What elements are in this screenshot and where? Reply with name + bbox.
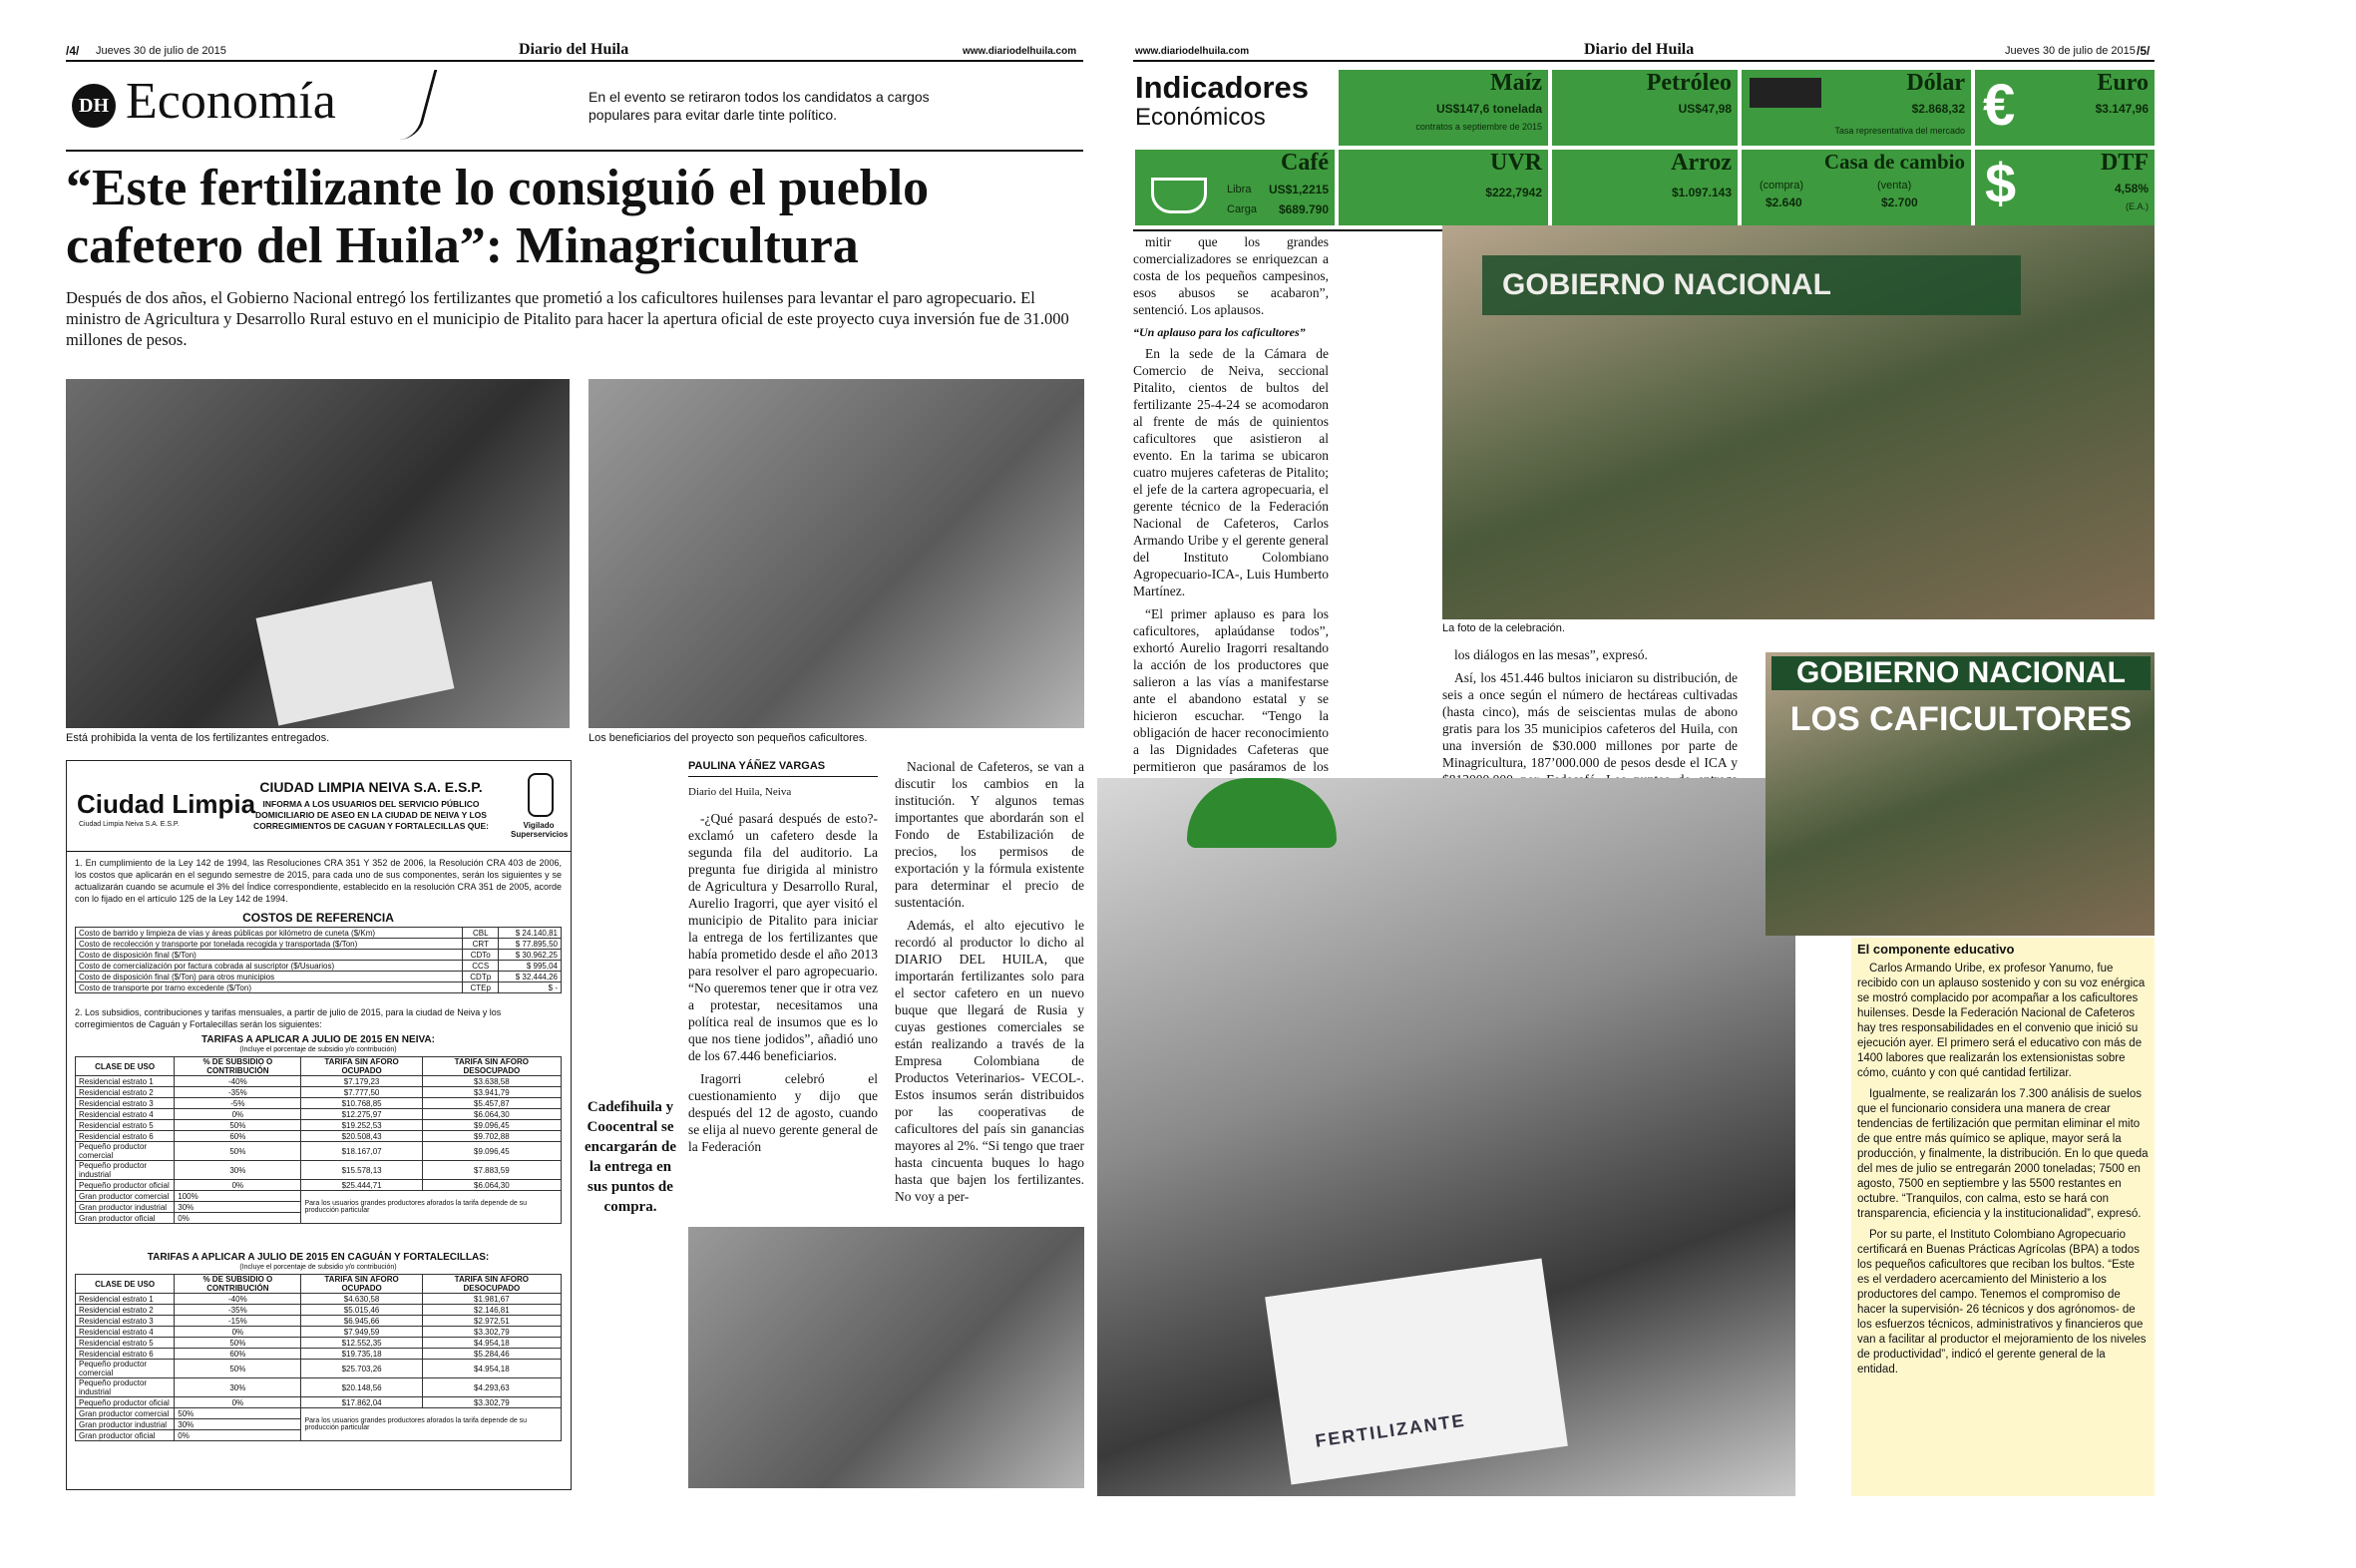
- table-cell: 60%: [175, 1131, 301, 1142]
- cambio-venta: $2.700: [1881, 196, 1918, 209]
- sidebar-heading: El componente educativo: [1857, 942, 2015, 957]
- right-col-a: [1133, 233, 1329, 798]
- table-cell: $5.015,46: [301, 1305, 422, 1316]
- table-row: [76, 982, 562, 993]
- arroz-name: Arroz: [1671, 150, 1732, 176]
- table-cell: $25.444,71: [301, 1180, 422, 1191]
- table-cell: 30%: [175, 1161, 301, 1180]
- paragraph: Además, el alto ejecutivo le recordó al productor lo dicho al DIARIO DEL HUILA, que importarán fertilizantes solo para el sector cafetero en un nuevo buque que llegará de Rusia y cuyas gestiones comerciales se están realizando a través de la Empresa Colombiana de Productos Veterinarios- VECOL-. Estos insumos serán distribuidos por las cooperativas de caficultores del país sin ganancias mayores al 2%. “Si tengo que traer hasta cincuenta buques lo hago hasta que bajen los fertilizantes. No voy a per-: [895, 918, 1084, 1204]
- table-cell: $5.284,46: [422, 1349, 561, 1360]
- ad-costs-table: [75, 927, 562, 993]
- table-cell: Costo de comercialización por factura cobrada al suscriptor ($/Usuarios): [76, 961, 463, 972]
- left-header-paper: Diario del Huila: [519, 41, 629, 58]
- table-header: % DE SUBSIDIO O CONTRIBUCIÓN: [175, 1275, 301, 1294]
- table-cell: CRT: [463, 939, 499, 950]
- table-row: [76, 1408, 562, 1419]
- ad-table1: [75, 1056, 562, 1224]
- table-cell: -35%: [175, 1305, 301, 1316]
- right-header-url: www.diariodelhuila.com: [1135, 46, 1250, 57]
- table-header: % DE SUBSIDIO O CONTRIBUCIÓN: [175, 1057, 301, 1076]
- uvr-name: UVR: [1490, 150, 1542, 176]
- table-cell: CDTo: [463, 950, 499, 961]
- table-row: [76, 1327, 562, 1338]
- table-cell: $25.703,26: [301, 1360, 422, 1378]
- table-cell: $ 24.140,81: [499, 928, 562, 939]
- table-header: TARIFA SIN AFORO OCUPADO: [301, 1057, 422, 1076]
- table-row: [76, 928, 562, 939]
- table-cell: 0%: [175, 1397, 301, 1408]
- table-cell: Residencial estrato 2: [76, 1305, 175, 1316]
- table-cell: $7.949,59: [301, 1327, 422, 1338]
- table-cell: Residencial estrato 3: [76, 1316, 175, 1327]
- lead-paragraph: Después de dos años, el Gobierno Nacional entregó los fertilizantes que prometió a los caficultores huilenses para levantar el paro agropecuario. El ministro de Agricultura y Desarrollo Rural estuvo en el municipio de Pitalito para hacer la apertura oficial de este proyecto cuya inversión fue de 31.000 millones de pesos.: [66, 288, 1069, 349]
- ad-costs-title: COSTOS DE REFERENCIA: [242, 911, 394, 925]
- table-cell: $2.972,51: [422, 1316, 561, 1327]
- photo-woman-holding-card: [1097, 778, 1795, 1496]
- ciudad-limpia-ad: [66, 760, 572, 1490]
- left-header-date: Jueves 30 de julio de 2015: [96, 45, 226, 57]
- coffee-cup-icon: [1151, 178, 1207, 213]
- table-cell: $17.862,04: [301, 1397, 422, 1408]
- paragraph: Igualmente, se realizarán los 7.300 análisis de suelos que el funcionario considera una manera de crear tendencias de fertilización que permitan eliminar el mito de que entre más químico se aplique, mayor será la producción, y finalmente, la distribución. En lo que queda del mes de julio se entregarán 2000 toneladas; 7500 en agosto, 7500 en septiembre y las 5500 restantes en octubre. “Tranquilos, con calma, esto se hará con transparencia, eficiencia y la institucionalidad”, expresó.: [1857, 1088, 2149, 1220]
- table-cell: Residencial estrato 2: [76, 1087, 175, 1098]
- table-cell: -40%: [175, 1076, 301, 1087]
- table-cell: Residencial estrato 4: [76, 1327, 175, 1338]
- sidebar-text: [1857, 962, 2149, 1383]
- left-page-number: /4/: [66, 44, 80, 58]
- table-cell: $5.457,87: [422, 1098, 561, 1109]
- table-cell: 0%: [175, 1213, 301, 1224]
- ad-company: CIUDAD LIMPIA NEIVA S.A. E.S.P.: [259, 779, 483, 795]
- headline: “Este fertilizante lo consiguió el pueblo cafetero del Huila”: Minagricultura: [66, 160, 930, 274]
- ad-table2-sub: (Incluye el porcentaje de subsidio y/o contribución): [239, 1264, 397, 1271]
- article-col2: [895, 758, 1084, 1211]
- right-page-number: /5/: [2137, 44, 2151, 58]
- table-cell: Residencial estrato 4: [76, 1109, 175, 1120]
- table-cell: $12.275,97: [301, 1109, 422, 1120]
- table-cell: -35%: [175, 1087, 301, 1098]
- petroleo-name: Petróleo: [1646, 70, 1732, 96]
- table-cell: 0%: [175, 1180, 301, 1191]
- table-row: [76, 1397, 562, 1408]
- cafe-libra: US$1,2215: [1268, 183, 1329, 196]
- cambio-name: Casa de cambio: [1823, 150, 1965, 174]
- table-row: [76, 1349, 562, 1360]
- cafe-libra-label: Libra: [1227, 184, 1252, 196]
- uvr-value: $222,7942: [1485, 186, 1542, 199]
- table-note: Para los usuarios grandes productores aforados la tarifa depende de su producción particular: [301, 1408, 562, 1441]
- maiz-note: contratos a septiembre de 2015: [1415, 122, 1542, 132]
- table-cell: $4.954,18: [422, 1360, 561, 1378]
- cafe-name: Café: [1281, 150, 1329, 176]
- table-cell: 50%: [175, 1120, 301, 1131]
- photo-celebration: [1442, 225, 2155, 619]
- table-cell: 0%: [175, 1109, 301, 1120]
- table-cell: 0%: [175, 1430, 301, 1441]
- photo-beneficiaries: [589, 379, 1084, 728]
- indicators-subtitle: Económicos: [1135, 104, 1266, 131]
- table-cell: $6.064,30: [422, 1109, 561, 1120]
- subhead-aplauso: “Un aplauso para los caficultores”: [1133, 325, 1306, 339]
- table-cell: $7.777,50: [301, 1087, 422, 1098]
- section-logo: DH: [72, 84, 116, 128]
- byline: PAULINA YÁÑEZ VARGAS: [688, 760, 826, 772]
- table-cell: $19.252,53: [301, 1120, 422, 1131]
- table-cell: Costo de barrido y limpieza de vías y áreas públicas por kilómetro de cuneta ($/Km): [76, 928, 463, 939]
- right-header-date: Jueves 30 de julio de 2015: [2005, 45, 2136, 57]
- indicator-euro: [1975, 70, 2155, 146]
- table-cell: 50%: [175, 1338, 301, 1349]
- section-title: Economía: [126, 73, 336, 130]
- table-cell: -15%: [175, 1316, 301, 1327]
- table-row: [76, 1294, 562, 1305]
- euro-value: $3.147,96: [2095, 102, 2149, 116]
- table-cell: Gran productor oficial: [76, 1213, 175, 1224]
- paragraph: Así, los 451.446 bultos iniciaron su distribución, de seis a once según el número de hectáreas cultivadas (hasta cinco), más de seiscientas mulas de abono gratis para los 35 municipios cafeteros del Huila, con una inversión de $30.000 millones por parte de Minagricultura, 187’000.000 de pesos desde el ICA y: [1442, 670, 1738, 770]
- paragraph: mitir que los grandes comercializadores se enriquezcan a costa de los pequeños campesinos, esos abusos se acabaron”, sentenció. Los aplausos.: [1133, 234, 1329, 317]
- table-cell: $1.981,67: [422, 1294, 561, 1305]
- table-cell: $3.302,79: [422, 1327, 561, 1338]
- table-row: [76, 1305, 562, 1316]
- table-cell: $9.096,45: [422, 1120, 561, 1131]
- right-header-paper: Diario del Huila: [1584, 41, 1695, 58]
- table-cell: $3.638,58: [422, 1076, 561, 1087]
- table-cell: CDTp: [463, 972, 499, 982]
- dtf-note: (E.A.): [2125, 201, 2149, 211]
- dtf-value: 4,58%: [2114, 182, 2149, 196]
- table-row: [76, 1087, 562, 1098]
- table-cell: Gran productor industrial: [76, 1202, 175, 1213]
- paragraph: Iragorri celebró el cuestionamiento y dijo que después del 12 de agosto, cuando se elija al nuevo gerente general de la Federación: [688, 1071, 878, 1154]
- table-note: Para los usuarios grandes productores aforados la tarifa depende de su producción particular: [301, 1191, 562, 1224]
- table-row: [76, 1120, 562, 1131]
- indicator-petroleo: [1552, 70, 1738, 146]
- paragraph: Nacional de Cafeteros, se van a discutir los cambios en la institución. Y algunos temas importantes que abordarán son el Fondo de Estabilización de precios, los permisos de exportación y la fórmula existente para determinar el precio de sustentación.: [895, 759, 1084, 910]
- table-cell: -5%: [175, 1098, 301, 1109]
- section-teaser: En el evento se retiraron todos los candidatos a cargos populares para evitar darle tinte político.: [589, 89, 930, 123]
- table-row: [76, 939, 562, 950]
- table-cell: Gran productor oficial: [76, 1430, 175, 1441]
- table-cell: $ 77.895,50: [499, 939, 562, 950]
- table-cell: 100%: [175, 1191, 301, 1202]
- table-header: TARIFA SIN AFORO DESOCUPADO: [422, 1275, 561, 1294]
- table-cell: $3.941,79: [422, 1087, 561, 1098]
- table-cell: $19.735,18: [301, 1349, 422, 1360]
- paragraph: los diálogos en las mesas”, expresó.: [1454, 647, 1648, 662]
- table-cell: Gran productor comercial: [76, 1408, 175, 1419]
- ad-logo-sub: Ciudad Limpia Neiva S.A. E.S.P.: [79, 821, 180, 828]
- indicator-uvr: [1339, 150, 1548, 225]
- table-cell: $7.179,23: [301, 1076, 422, 1087]
- table-row: [76, 1098, 562, 1109]
- indicator-cafe: [1135, 150, 1335, 225]
- cafe-carga-label: Carga: [1227, 203, 1257, 215]
- dolar-note: Tasa representativa del mercado: [1834, 126, 1965, 136]
- table-cell: $3.302,79: [422, 1397, 561, 1408]
- cafe-carga: $689.790: [1278, 202, 1329, 216]
- table-cell: Pequeño productor comercial: [76, 1360, 175, 1378]
- table-cell: Pequeño productor oficial: [76, 1180, 175, 1191]
- ad-table2: [75, 1274, 562, 1441]
- table-cell: Pequeño productor comercial: [76, 1142, 175, 1161]
- table-cell: 50%: [175, 1142, 301, 1161]
- paragraph: “El primer aplauso es para los caficultores, aplaúdanse todos”, exhortó Aurelio Iragorri resaltando la acción de los productores que salieron a las vías a manifestarse ante el abandono estatal y se hicieron escuchar. “Tengo la obligación de hacer reconocimiento a las Dignidades Cafeteras que permitieron que pasáramos de los: [1133, 606, 1329, 774]
- table-cell: Residencial estrato 5: [76, 1338, 175, 1349]
- table-row: [76, 950, 562, 961]
- fertilizer-bag-right: [1265, 1258, 1568, 1484]
- table-cell: -40%: [175, 1294, 301, 1305]
- euro-name: Euro: [2097, 70, 2149, 96]
- left-header-url: www.diariodelhuila.com: [963, 46, 1077, 57]
- table-header: TARIFA SIN AFORO OCUPADO: [301, 1275, 422, 1294]
- sidebar-banner-1: GOBIERNO NACIONAL: [1771, 656, 2151, 690]
- table-cell: $12.552,35: [301, 1338, 422, 1349]
- ad-paragraph1: 1. En cumplimiento de la Ley 142 de 1994, las Resoluciones CRA 351 Y 352 de 2006, la Resolución CRA 403 de 2006, los costos que aplicarán en el segundo semestre de 2015, para cada uno de sus componentes, serán los siguientes y se actualizarán cuando se acumule el 3% del Índice correspondiente, establecido en la resolución CRA 351 de 2005, acorde con lo fijado en el artículo 125 de la Ley 142 de 1994.: [75, 858, 562, 904]
- table-row: [76, 1378, 562, 1397]
- table-cell: $20.148,56: [301, 1378, 422, 1397]
- article-col1: [688, 810, 878, 1161]
- table-row: [76, 1131, 562, 1142]
- dolar-name: Dólar: [1906, 70, 1965, 96]
- indicator-arroz: [1552, 150, 1738, 225]
- big-photo-caption: La foto de la celebración.: [1442, 622, 1565, 634]
- photo2-caption: Los beneficiarios del proyecto son pequeños caficultores.: [589, 732, 868, 744]
- table-cell: $7.883,59: [422, 1161, 561, 1180]
- maiz-name: Maíz: [1490, 70, 1542, 96]
- table-header: CLASE DE USO: [76, 1275, 175, 1294]
- ad-table2-title: TARIFAS A APLICAR A JULIO DE 2015 EN CAGUÁN Y FORTALECILLAS:: [147, 1252, 490, 1263]
- petroleo-value: US$47,98: [1678, 102, 1732, 116]
- table-row: [76, 1161, 562, 1180]
- pullquote: Cadefihuila y Coocentral se encargarán de la entrega en sus puntos de compra.: [584, 1099, 677, 1215]
- table-cell: $4.954,18: [422, 1338, 561, 1349]
- table-cell: $9.702,88: [422, 1131, 561, 1142]
- table-cell: CCS: [463, 961, 499, 972]
- table-cell: $15.578,13: [301, 1161, 422, 1180]
- sidebar-box: [1851, 938, 2155, 1496]
- table-cell: $20.508,43: [301, 1131, 422, 1142]
- table-cell: Costo de transporte por tramo excedente ($/Ton): [76, 982, 463, 993]
- table-row: [76, 1191, 562, 1202]
- ad-super: Vigilado Superservicios: [511, 821, 569, 839]
- table-row: [76, 1360, 562, 1378]
- paragraph: Carlos Armando Uribe, ex profesor Yanumo, fue recibido con un aplauso sostenido y con su voz enérgica se mostró complacido por acompañar a los caficultores huilenses. Desde la Federación Nacional de Cafeteros hay tres responsabilidades en el convenio que inició su ejecución ayer. El primero será el educativo con más de 1400 labores que realizarán los extensionistas sobre cómo, cuánto y con qué cantidad fertilizar.: [1857, 963, 2146, 1079]
- paragraph: -¿Qué pasará después de esto?- exclamó un cafetero desde la segunda fila del auditorio. La pregunta fue dirigida al ministro de Agricultura y Desarrollo Rural, Aurelio Iragorri, que ayer visitó el municipio de Pitalito para iniciar la entrega de los fertilizantes que había prometido desde el año 2013 para resolver el paro agropecuario. “No queremos tener que ir otra vez a protestar, necesitamos una política real de insumos que es lo que nos tiene jodidos”, añadió uno de los 67.446 beneficiarios.: [688, 811, 878, 1063]
- fertilizer-bag: [256, 581, 455, 725]
- table-cell: Residencial estrato 5: [76, 1120, 175, 1131]
- table-cell: CTEp: [463, 982, 499, 993]
- table-row: [76, 1316, 562, 1327]
- table-cell: Pequeño productor industrial: [76, 1161, 175, 1180]
- table-cell: Gran productor industrial: [76, 1419, 175, 1430]
- indicator-dtf: [1975, 150, 2155, 225]
- table-cell: $4.630,58: [301, 1294, 422, 1305]
- table-row: [76, 972, 562, 982]
- table-cell: 30%: [175, 1378, 301, 1397]
- cambio-venta-label: (venta): [1877, 180, 1912, 192]
- indicator-dolar: [1742, 70, 1971, 146]
- table-cell: Residencial estrato 3: [76, 1098, 175, 1109]
- table-row: [76, 1076, 562, 1087]
- cambio-compra-label: (compra): [1760, 180, 1804, 192]
- maiz-value: US$147,6 tonelada: [1435, 102, 1542, 116]
- table-cell: $ 995,04: [499, 961, 562, 972]
- cambio-compra: $2.640: [1766, 196, 1802, 209]
- table-cell: Residencial estrato 1: [76, 1076, 175, 1087]
- indicators-title: Indicadores: [1135, 70, 1309, 105]
- celebration-banner: GOBIERNO NACIONAL: [1482, 255, 2021, 315]
- sidebar-banner-2: LOS CAFICULTORES: [1789, 700, 2133, 738]
- table-cell: Gran productor comercial: [76, 1191, 175, 1202]
- table-cell: $ -: [499, 982, 562, 993]
- table-cell: $4.293,63: [422, 1378, 561, 1397]
- ad-table1-title: TARIFAS A APLICAR A JULIO DE 2015 EN NEIVA:: [201, 1034, 435, 1045]
- table-cell: $18.167,07: [301, 1142, 422, 1161]
- table-cell: $6.945,66: [301, 1316, 422, 1327]
- photo1-caption: Está prohibida la venta de los fertilizantes entregados.: [66, 732, 330, 744]
- indicator-casa-cambio: [1742, 150, 1971, 225]
- photo-educational: [1766, 652, 2155, 936]
- photo-minister-fertilizer: [66, 379, 570, 728]
- table-cell: Residencial estrato 6: [76, 1131, 175, 1142]
- photo-stage: [688, 1227, 1084, 1488]
- ad-logo: Ciudad Limpia: [77, 789, 256, 819]
- ad-intro: INFORMA A LOS USUARIOS DEL SERVICIO PÚBLICO DOMICILIARIO DE ASEO EN LA CIUDAD DE NEIVA Y LOS CORREGIMIENTOS DE CAGUAN Y FORTALECILLAS QUE:: [253, 799, 489, 831]
- section-swoosh: [400, 70, 438, 140]
- table-cell: 60%: [175, 1349, 301, 1360]
- table-cell: Residencial estrato 6: [76, 1349, 175, 1360]
- table-cell: $ 32.444,26: [499, 972, 562, 982]
- table-row: [76, 1180, 562, 1191]
- table-cell: Residencial estrato 1: [76, 1294, 175, 1305]
- arroz-value: $1.097.143: [1671, 186, 1732, 199]
- table-cell: Costo de disposición final ($/Ton) para otros municipios: [76, 972, 463, 982]
- byline-sub: Diario del Huila, Neiva: [688, 786, 792, 798]
- table-row: [76, 1338, 562, 1349]
- dtf-name: DTF: [2101, 150, 2149, 176]
- table-header: CLASE DE USO: [76, 1057, 175, 1076]
- bag-label: FERTILIZANTE: [1314, 1409, 1467, 1451]
- ad-super-icon: [528, 773, 554, 817]
- table-cell: 30%: [175, 1202, 301, 1213]
- table-cell: CBL: [463, 928, 499, 939]
- table-cell: 30%: [175, 1419, 301, 1430]
- ad-table1-sub: (Incluye el porcentaje de subsidio y/o contribución): [239, 1046, 397, 1053]
- dollar-sign-icon: $: [1985, 152, 2017, 214]
- table-cell: $ 30.962,25: [499, 950, 562, 961]
- table-cell: Pequeño productor industrial: [76, 1378, 175, 1397]
- green-cap: [1187, 778, 1337, 848]
- dolar-value: $2.868,32: [1911, 102, 1965, 116]
- table-cell: $2.146,81: [422, 1305, 561, 1316]
- table-cell: Costo de recolección y transporte por tonelada recogida y transportada ($/Ton): [76, 939, 463, 950]
- indicator-maiz: [1339, 70, 1548, 146]
- table-row: [76, 961, 562, 972]
- table-cell: $10.768,85: [301, 1098, 422, 1109]
- table-row: [76, 1142, 562, 1161]
- table-cell: 50%: [175, 1408, 301, 1419]
- table-row: [76, 1109, 562, 1120]
- table-cell: 50%: [175, 1360, 301, 1378]
- ad-paragraph2: 2. Los subsidios, contribuciones y tarifas mensuales, a partir de julio de 2015, para la ciudad de Neiva y los corregimientos de Caguán y Fortalecillas serán los siguientes:: [75, 1007, 502, 1029]
- table-cell: Costo de disposición final ($/Ton): [76, 950, 463, 961]
- table-cell: Pequeño productor oficial: [76, 1397, 175, 1408]
- euro-icon: €: [1983, 73, 2016, 138]
- table-cell: $9.096,45: [422, 1142, 561, 1161]
- paragraph: En la sede de la Cámara de Comercio de Neiva, seccional Pitalito, cientos de bultos del fertilizante 25-4-24 se acomodaron al frente de más de quinientos caficultores que asistieron al evento. En la tarima se ubicaron cuatro mujeres cafeteras de Pitalito; el jefe de la cartera agropecuaria, el gerente técnico de la Federación Nacional de Cafeteros, Carlos Armando Uribe y el gerente general del Instituto Colombiano Agropecuario-ICA-, Luis Humberto Martínez.: [1133, 346, 1329, 598]
- banknote-icon: [1750, 78, 1821, 108]
- table-cell: 0%: [175, 1327, 301, 1338]
- paragraph: Por su parte, el Instituto Colombiano Agropecuario certificará en Buenas Prácticas Agrícolas (BPA) a todos los pequeños caficultores que reciban los bultos. “Este es el verdadero acercamiento del Ministerio a los productores del campo. Tenemos el compromiso de hacer la supervisión- 26 técnicos y dos agrónomos- de los esfuerzos técnicos, administrativos y financieros que van a facilitar al productor el mejoramiento de los niveles de productividad”, indicó el gerente general de la entidad.: [1857, 1229, 2147, 1375]
- table-header: TARIFA SIN AFORO DESOCUPADO: [422, 1057, 561, 1076]
- table-cell: $6.064,30: [422, 1180, 561, 1191]
